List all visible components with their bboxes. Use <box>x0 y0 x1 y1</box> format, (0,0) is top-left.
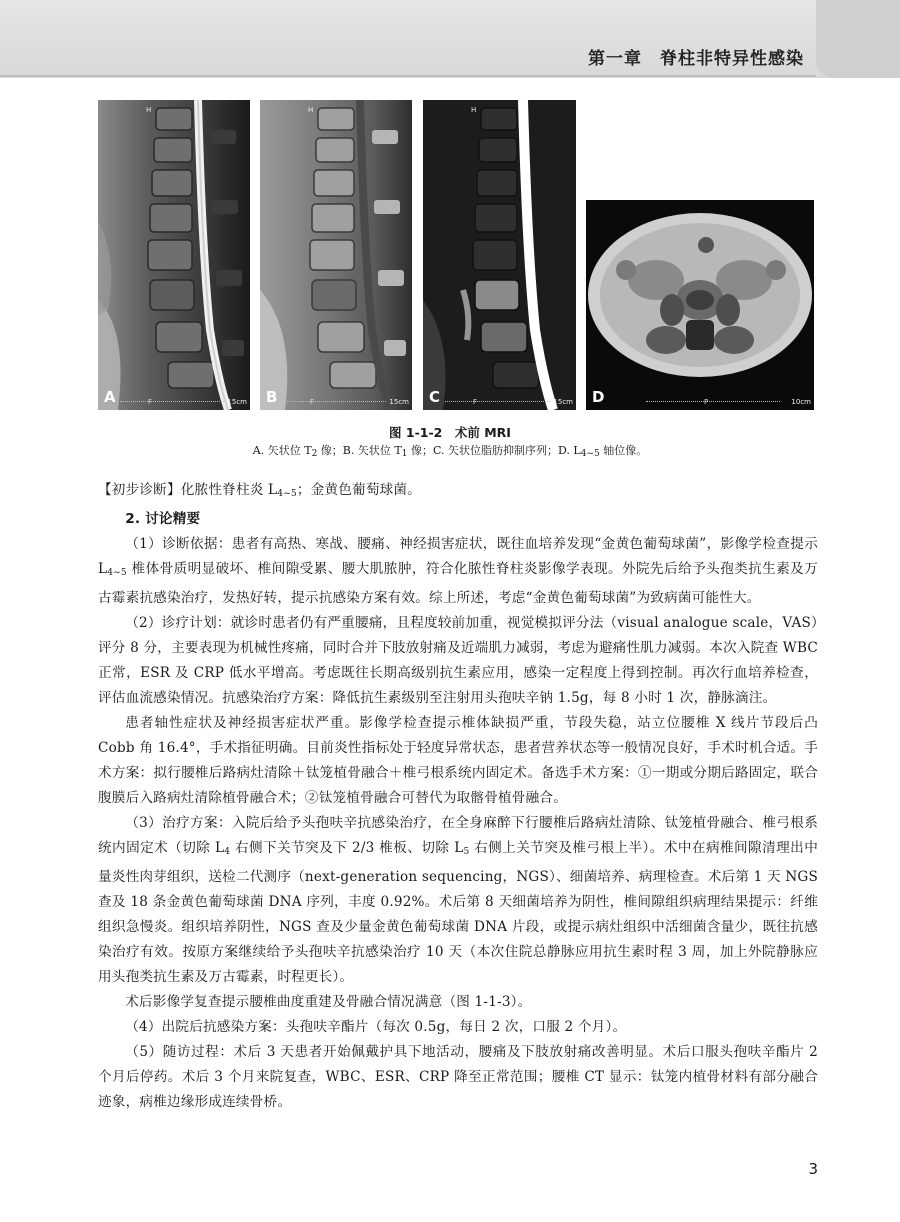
panel-letter-b: B <box>266 388 278 406</box>
paragraph-diagnosis-basis: （1）诊断依据：患者有高热、寒战、腰痛、神经损害症状，既往血培养发现“金黄色葡萄球菌”，影像学检查提示 $L_{4\sim 5}$ 椎体骨质明显破坏、椎间隙受累、腰大肌脓肿，符合化脓性脊柱炎影像学表现。外院先后给予头孢类抗生素及万古霉素抗感染治疗，发热好转，提示抗感染方案有效。综上所述，考虑“金黄色葡萄球菌”为致病菌可能性大。 <box>98 536 818 606</box>
scale-ruler <box>646 401 780 403</box>
page-number: 3 <box>808 1160 818 1178</box>
orientation-marker-p: P <box>704 398 709 406</box>
scale-label: 15cm <box>389 398 409 406</box>
scale-label: 15cm <box>553 398 573 406</box>
paragraph-follow-up: （5）随访过程：术后 3 天患者开始佩戴护具下地活动，腰痛及下肢放射痛改善明显。术后口服头孢呋辛酯片 2 个月后停药。术后 3 个月来院复查，WBC、ESR、CRP 降至正常范围；腰椎 CT 显示：钛笼内植骨材料有部分融合迹象，病椎边缘形成连续骨桥。 <box>98 1044 818 1110</box>
mri-sagittal-t1-image <box>260 100 412 410</box>
scale-label: 15cm <box>227 398 247 406</box>
scale-ruler <box>282 401 386 403</box>
panel-letter-a: A <box>104 388 116 406</box>
initial-diagnosis: 【初步诊断】化脓性脊柱炎 $L_{4\sim 5}$；金黄色葡萄球菌。 <box>98 482 422 499</box>
orientation-marker-h: H <box>308 106 314 114</box>
mri-panel-b <box>260 100 412 410</box>
scale-ruler <box>120 401 224 403</box>
scale-label: 10cm <box>791 398 811 406</box>
body-text <box>98 478 818 1115</box>
diagnosis-label: 【初步诊断】 <box>98 482 181 498</box>
orientation-marker-f: F <box>310 398 315 406</box>
figure-caption: A. 矢状位 $T_2$ 像；B. 矢状位 $T_1$ 像；C. 矢状位脂肪抑制序列；D. $L_{4\sim 5}$ 轴位像。 <box>252 444 648 459</box>
page-header-tab <box>816 0 900 78</box>
scale-ruler <box>445 401 550 403</box>
orientation-marker-f: F <box>148 398 153 406</box>
orientation-marker-h: H <box>471 106 477 114</box>
panel-letter-d: D <box>592 388 605 406</box>
paragraph-discharge-antibiotics: （4）出院后抗感染方案：头孢呋辛酯片（每次 0.5g，每日 2 次，口服 2 个月）。 <box>125 1019 627 1035</box>
paragraph-surgical-indication: 患者轴性症状及神经损害症状严重。影像学检查提示椎体缺损严重，节段失稳，站立位腰椎 X 线片节段后凸 Cobb 角 16.4°，手术指征明确。目前炎性指标处于轻度异常状态，患者营养状态等一般情况良好，手术时机合适。手术方案：拟行腰椎后路病灶清除＋钛笼植骨融合＋椎弓根系统内固定术。备选手术方案：①一期或分期后路固定，联合腹膜后入路病灶清除植骨融合术；②钛笼植骨融合可替代为取髂骨植骨融合。 <box>98 715 818 806</box>
panel-letter-c: C <box>429 388 441 406</box>
mri-sagittal-fatsat-image <box>423 100 576 410</box>
mri-axial-image <box>586 200 814 410</box>
chapter-title: 第一章 脊柱非特异性感染 <box>588 49 804 69</box>
mri-panel-d <box>586 200 814 410</box>
paragraph-postop-imaging: 术后影像学复查提示腰椎曲度重建及骨融合情况满意（图 1-1-3）。 <box>125 994 532 1010</box>
mri-panel-a <box>98 100 250 410</box>
paragraph-treatment-course: （3）治疗方案：入院后给予头孢呋辛抗感染治疗，在全身麻醉下行腰椎后路病灶清除、钛笼植骨融合、椎弓根系统内固定术（切除 $L_4$ 右侧下关节突及下 2/3 椎板、切除 $L_5$ 右侧上关节突及椎弓根上半）。术中在病椎间隙清理出中量炎性肉芽组织，送检二代测序（next-generation sequencing，NGS）、细菌培养、病理检查。术后第 1 天 NGS 查及 18 条金黄色葡萄球菌 DNA 序列，丰度 0.92%。术后第 8 天细菌培养为阴性，椎间隙组织病理结果提示：纤维组织急慢炎。组织培养阴性，NGS 查及少量金黄色葡萄球菌 DNA 片段，或提示病灶组织中活细菌含量少，既往抗感染治疗有效。按原方案继续给予头孢呋辛抗感染治疗 10 天（本次住院总静脉应用抗生素时程 3 周，加上外院静脉应用头孢类抗生素及万古霉素，时程更长）。 <box>98 815 818 985</box>
orientation-marker-h: H <box>146 106 152 114</box>
mri-panel-c <box>423 100 576 410</box>
section-heading: 2. 讨论精要 <box>125 511 201 527</box>
paragraph-treatment-plan: （2）诊疗计划：就诊时患者仍有严重腰痛，且程度较前加重，视觉模拟评分法（visual analogue scale，VAS）评分 8 分，主要表现为机械性疼痛，同时合并下肢放射痛及近端肌力减弱，考虑为避痛性肌力减弱。本次入院查 WBC 正常，ESR 及 CRP 低水平增高。考虑既往长期高级别抗生素应用，感染一定程度上得到控制。再次行血培养检查，评估血流感染情况。抗感染治疗方案：降低抗生素级别至注射用头孢呋辛钠 1.5g，每 8 小时 1 次，静脉滴注。 <box>98 615 818 706</box>
orientation-marker-f: F <box>473 398 478 406</box>
mri-sagittal-t2-image <box>98 100 250 410</box>
header-rule <box>0 75 816 77</box>
figure-title: 图 1-1-2 术前 MRI <box>389 425 511 440</box>
